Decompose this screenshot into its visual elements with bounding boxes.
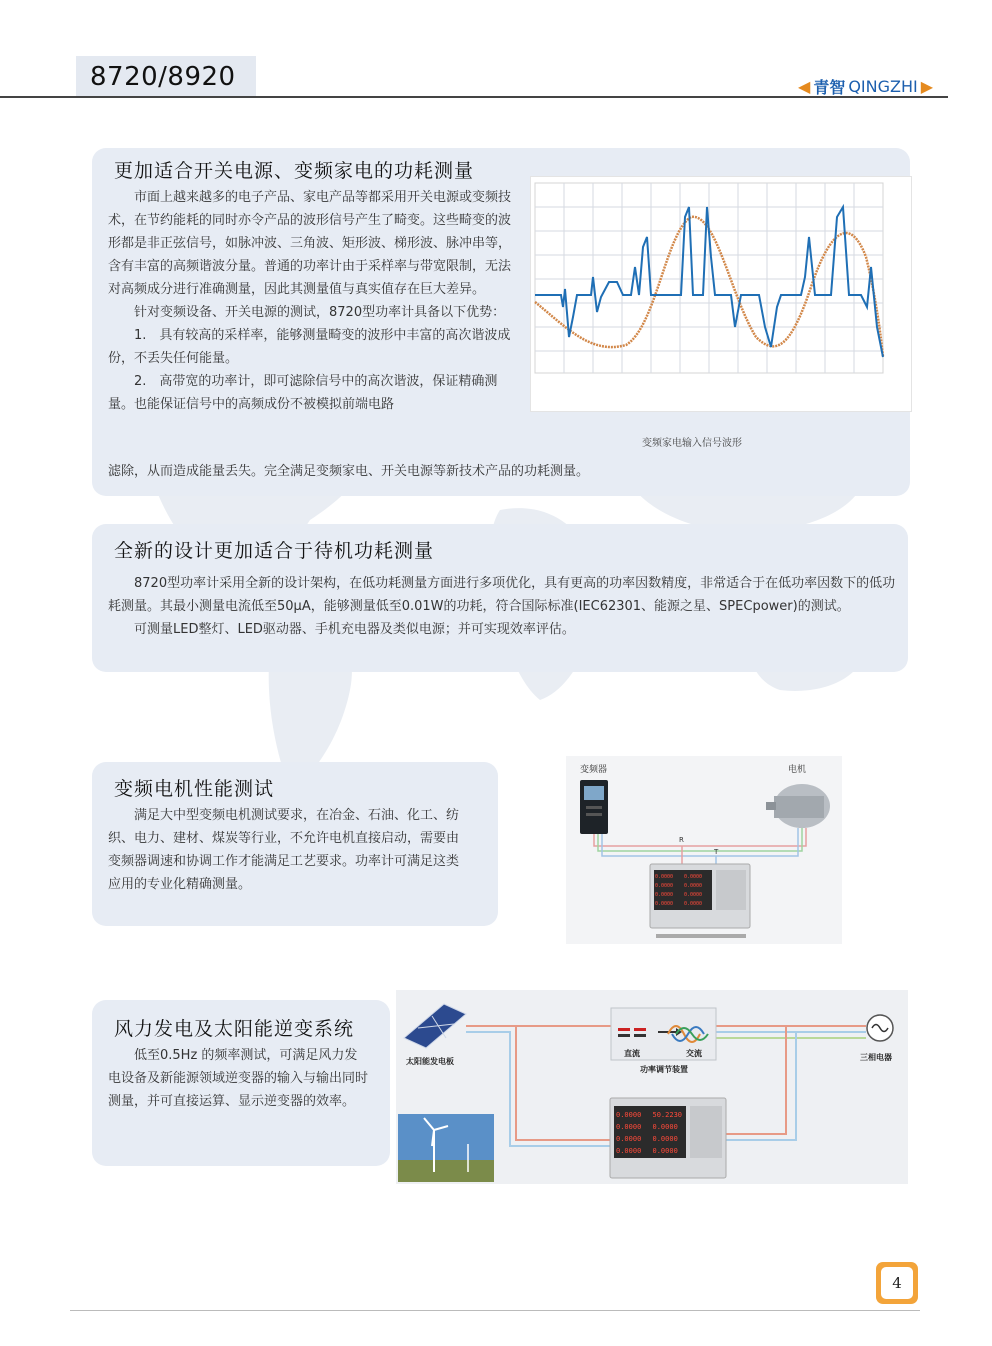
section1-paragraph-4b: 滤除，从而造成能量丢失。完全满足变频家电、开关电源等新技术产品的功耗测量。 (108, 464, 590, 479)
section1-paragraph-4a: 2. 高带宽的功率计，即可滤除信号中的高次谐波，保证精确测量。也能保证信号中的高频成份不被模拟前端电路 (108, 374, 498, 412)
motor-meter-readout (655, 873, 711, 909)
readout-value: 0.0000 (684, 874, 703, 880)
readout-value: 0.0000 (655, 901, 674, 907)
model-number: 8720/8920 (90, 62, 236, 92)
ac-label: 交流 (686, 1049, 702, 1058)
waveform-chart (530, 176, 912, 412)
dc-label: 直流 (624, 1049, 640, 1058)
readout-value: 0.0000 (652, 1147, 678, 1155)
section3-paragraph: 满足大中型变频电机测试要求，在冶金、石油、化工、纺织、电力、建材、煤炭等行业，不允许电机直接启动，需要由变频器调速和协调工作才能满足工艺要求。功率计可满足这类应用的专业化精确测量。 (108, 808, 460, 892)
motor-label: 电机 (788, 765, 807, 775)
section4-title: 风力发电及太阳能逆变系统 (114, 1018, 355, 1040)
readout-value: 0.0000 (655, 883, 674, 889)
readout-value: 0.0000 (652, 1123, 678, 1131)
page-number: 4 (881, 1267, 913, 1299)
readout-value: 0.0000 (655, 874, 674, 880)
section2-paragraph-2: 可测量LED整灯、LED驱动器、手机充电器及类似电源；并可实现效率评估。 (134, 622, 575, 637)
right-triangle-icon: ▶ (920, 77, 934, 96)
footer-rule (70, 1310, 920, 1311)
readout-value: 0.0000 (652, 1135, 678, 1143)
section2-body (108, 572, 902, 641)
readout-value: 0.0000 (655, 892, 674, 898)
section2-title: 全新的设计更加适合于待机功耗测量 (114, 540, 435, 562)
page-number-badge (876, 1262, 918, 1304)
section1-body (108, 186, 520, 416)
section1-paragraph-1: 市面上越来越多的电子产品、家电产品等都采用开关电源或变频技术，在节约能耗的同时亦令产品的波形信号产生了畸变。这些畸变的波形都是非正弦信号，如脉冲波、三角波、矩形波、梯形波、脉冲串等，含有丰富的高频谐波分量。普通的功率计由于采样率与带宽限制，无法对高频成分进行准确测量，因此其测量值与真实值存在巨大差异。 (108, 190, 512, 297)
section3-title: 变频电机性能测试 (114, 778, 275, 800)
brand-name-cn: 青智 (813, 78, 846, 97)
three-phase-load-label: 三相电器 (860, 1053, 892, 1062)
section4-body (108, 1044, 370, 1113)
power-regulator-label: 功率调节装置 (640, 1065, 688, 1074)
readout-value: 0.0000 (616, 1123, 642, 1131)
readout-value: 0.0000 (684, 901, 703, 907)
section2-paragraph-1: 8720型功率计采用全新的设计架构，在低功耗测量方面进行多项优化，具有更高的功率因数精度，非常适合于在低功率因数下的低功耗测量。其最小测量电流低至50μA，能够测量低至0.01W的功耗，符合国际标准(IEC62301、能源之星、SPECpower)的测试。 (108, 576, 896, 614)
section4-paragraph: 低至0.5Hz 的频率测试，可满足风力发电设备及新能源领域逆变器的输入与输出同时测量，并可直接运算、显示逆变器的效率。 (108, 1048, 369, 1109)
section1-title: 更加适合开关电源、变频家电的功耗测量 (114, 160, 475, 182)
readout-value: 0.0000 (616, 1135, 642, 1143)
section1-paragraph-3: 1. 具有较高的采样率，能够测量畸变的波形中丰富的高次谐波成份，不丢失任何能量。 (108, 328, 511, 366)
wire-label-r: R (679, 836, 684, 844)
readout-value: 0.0000 (684, 883, 703, 889)
readout-value: 0.0000 (684, 892, 703, 898)
brand-name-en: QINGZHI (848, 77, 918, 96)
wind-meter-readout (616, 1109, 686, 1157)
section3-body (108, 804, 462, 896)
brand-logo (798, 75, 933, 98)
inverter-label: 变频器 (580, 765, 608, 775)
solar-panel-label: 太阳能发电板 (406, 1057, 454, 1066)
section1-paragraph-2: 针对变频设备、开关电源的测试，8720型功率计具备以下优势： (134, 305, 506, 320)
wire-label-t: T (714, 848, 719, 856)
inverter-system-diagram (396, 990, 908, 1184)
waveform-caption: 变频家电输入信号波形 (642, 438, 742, 449)
readout-value: 50.2230 (652, 1111, 683, 1119)
readout-value: 0.0000 (616, 1111, 642, 1119)
readout-value: 0.0000 (616, 1147, 642, 1155)
motor-test-diagram (566, 756, 842, 944)
left-triangle-icon: ◀ (798, 77, 811, 96)
